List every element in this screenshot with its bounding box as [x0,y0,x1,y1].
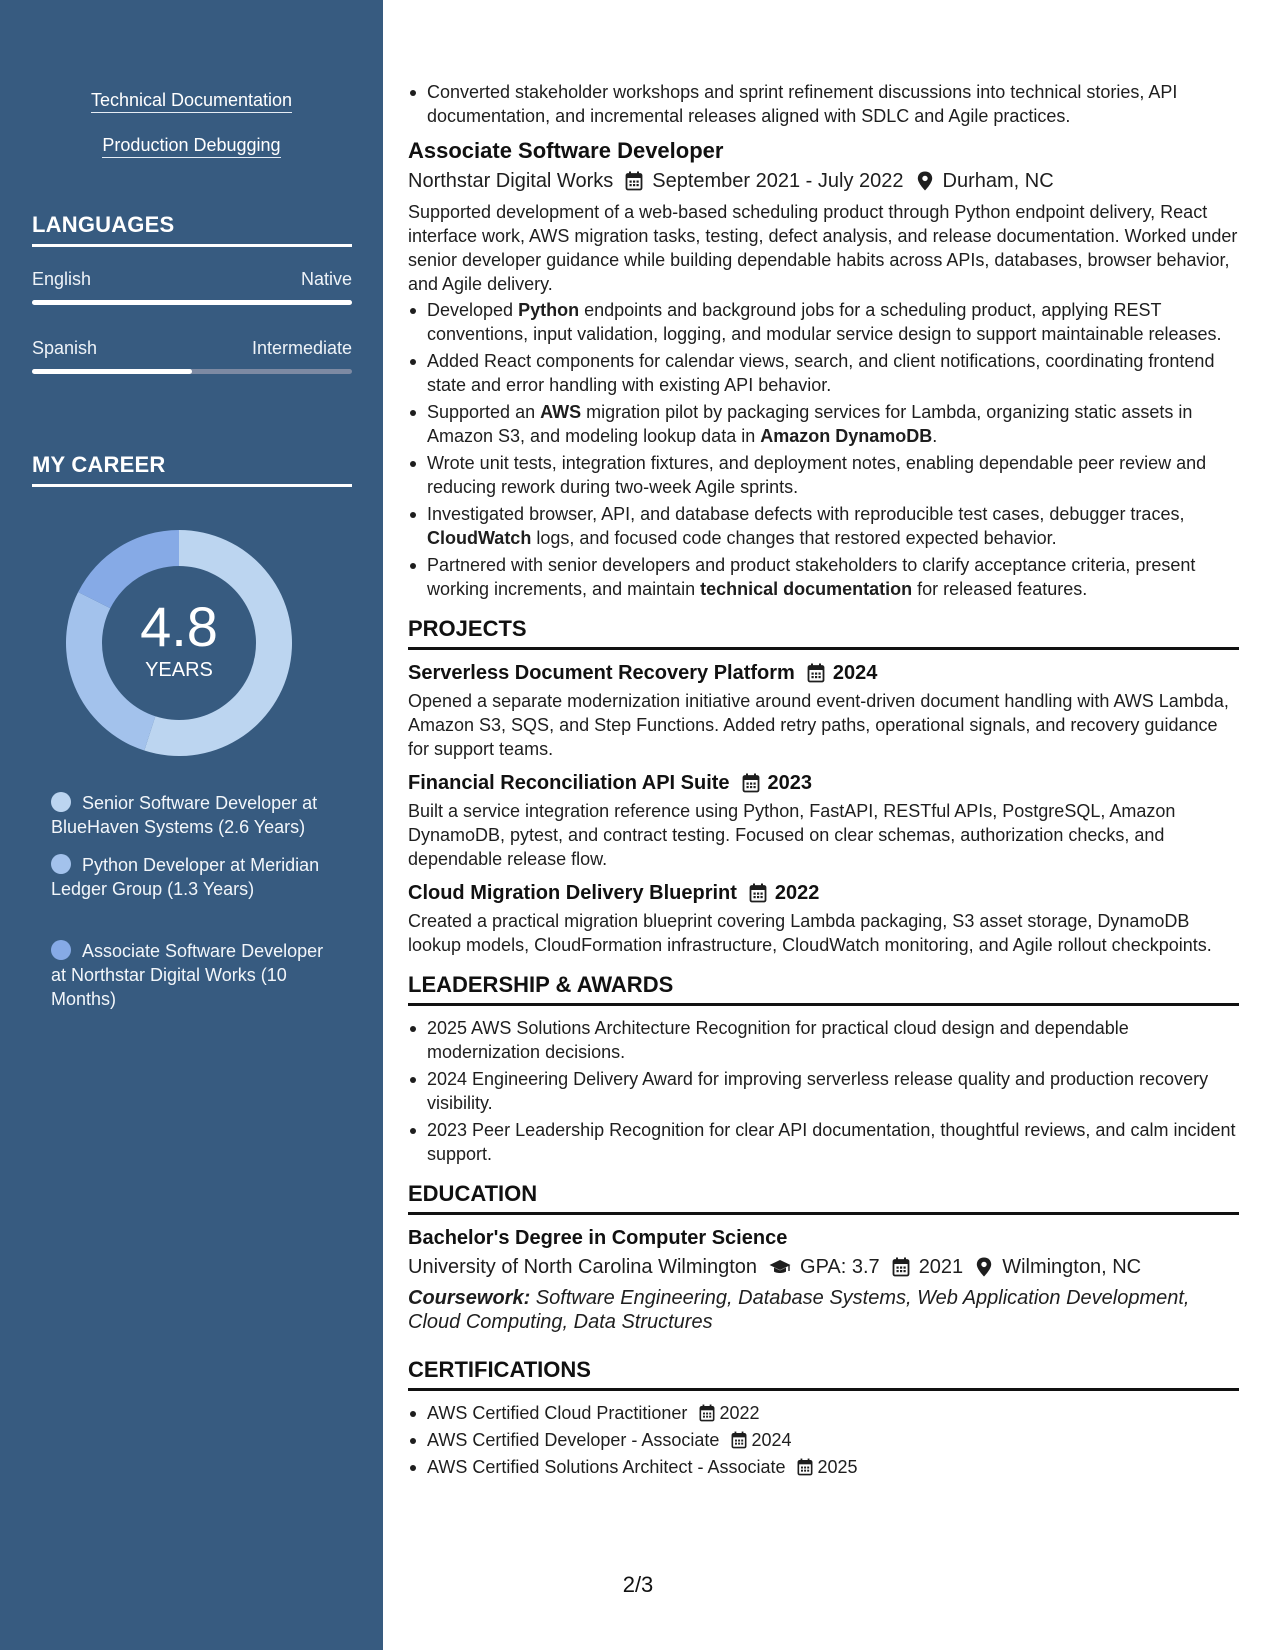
project-item [408,660,1239,761]
language-row [32,336,352,360]
list-item: Partnered with senior developers and product stakeholders to clarify acceptance criteria, present working increments, and maintain technical documentation for released features. [408,553,1239,601]
language-level: Native [300,269,352,289]
project-item [408,880,1239,957]
languages-heading: LANGUAGES [32,212,352,247]
project-description: Created a practical migration blueprint covering Lambda packaging, S3 asset storage, DynamoDB lookup models, CloudFormation infrastructure, CloudWatch monitoring, and Agile rollout checkpoints. [408,911,1212,955]
education-meta [408,1254,1239,1280]
certifications-heading: CERTIFICATIONS [408,1356,1239,1391]
skill-item[interactable]: Production Debugging [0,133,383,157]
list-item: AWS Certified Cloud Practitioner 2022 [408,1401,1239,1425]
calendar-icon [807,663,825,683]
calendar-icon [797,1458,813,1476]
job-dates: September 2021 - July 2022 [652,170,904,192]
calendar-icon [742,773,760,793]
gpa: GPA: 3.7 [800,1256,880,1278]
list-item: Developed Python endpoints and background jobs for a scheduling product, applying REST conventions, input validation, logging, and modular service design to support maintainable releases. [408,298,1239,346]
project-description: Opened a separate modernization initiative around event-driven document handling with AWS Lambda, Amazon S3, SQS, and Step Functions. Added retry paths, operational signals, and recovery guidance for support teams. [408,691,1229,759]
language-row [32,267,352,291]
sidebar [0,0,383,1650]
location-pin-icon [916,171,934,191]
list-item: Added React components for calendar views, search, and client notifications, coordinating frontend state and error handling with existing API behavior. [408,349,1239,397]
page-number: 2/3 [622,1572,654,1597]
career-legend-item: Associate Software Developer at Northstar Digital Works (10 Months) [51,941,324,1009]
career-total-unit: YEARS [145,659,213,681]
language-name: Spanish [32,338,98,358]
project-item [408,770,1239,871]
awards-heading: LEADERSHIP & AWARDS [408,971,1239,1006]
skill-item[interactable]: Technical Documentation [0,88,383,112]
company-name: Northstar Digital Works [408,170,614,192]
coursework: Coursework: Software Engineering, Database Systems, Web Application Development, Cloud Computing, Data Structures [408,1287,1190,1333]
calendar-icon [699,1404,715,1422]
career-heading: MY CAREER [32,452,352,487]
list-item: AWS Certified Developer - Associate 2024 [408,1428,1239,1452]
school-name: University of North Carolina Wilmington [408,1256,758,1278]
language-level: Intermediate [251,338,352,358]
project-name: Serverless Document Recovery Platform [408,662,795,684]
project-year: 2023 [767,772,813,794]
job-meta [408,168,1239,194]
project-year: 2024 [832,662,878,684]
career-total-value: 4.8 [140,595,218,658]
list-item: Converted stakeholder workshops and sprint refinement discussions into technical stories, API documentation, and incremental releases aligned with SDLC and Agile practices. [408,80,1239,128]
list-item: 2024 Engineering Delivery Award for improving serverless release quality and production recovery visibility. [408,1067,1239,1115]
calendar-icon [731,1431,747,1449]
calendar-icon [625,171,643,191]
graduation-cap-icon [769,1257,791,1277]
list-item: 2023 Peer Leadership Recognition for clear API documentation, thoughtful reviews, and calm incident support. [408,1118,1239,1166]
legend-dot-icon [51,854,71,874]
project-name: Financial Reconciliation API Suite [408,772,730,794]
calendar-icon [749,883,767,903]
previous-job-bullets [408,80,1239,128]
projects-heading: PROJECTS [408,615,1239,650]
location-pin-icon [975,1257,993,1277]
career-legend-item: Senior Software Developer at BlueHaven Systems (2.6 Years) [51,793,318,837]
list-item: Investigated browser, API, and database defects with reproducible test cases, debugger traces, CloudWatch logs, and focused code changes that restored expected behavior. [408,502,1239,550]
project-year: 2022 [774,882,820,904]
project-description: Built a service integration reference using Python, FastAPI, RESTful APIs, PostgreSQL, Amazon DynamoDB, pytest, and contract testing. Focused on clear schemas, authorization checks, and dependable release flow. [408,801,1176,869]
legend-dot-icon [51,792,71,812]
awards-list [408,1016,1239,1166]
calendar-icon [892,1257,910,1277]
main-content [408,80,1239,1482]
list-item: Wrote unit tests, integration fixtures, and deployment notes, enabling dependable peer review and reducing rework during two-week Agile sprints. [408,451,1239,499]
job-location: Durham, NC [942,170,1054,192]
language-proficiency-fill [32,300,352,305]
job-title: Associate Software Developer [408,138,724,163]
graduation-year: 2021 [918,1256,964,1278]
school-location: Wilmington, NC [1002,1256,1142,1278]
career-total-label [66,595,292,682]
project-name: Cloud Migration Delivery Blueprint [408,882,737,904]
language-name: English [32,269,92,289]
list-item: Supported an AWS migration pilot by packaging services for Lambda, organizing static assets in Amazon S3, and modeling lookup data in Amazon DynamoDB. [408,400,1239,448]
career-legend-item: Python Developer at Meridian Ledger Group (1.3 Years) [51,855,320,899]
education-heading: EDUCATION [408,1180,1239,1215]
list-item: 2025 AWS Solutions Architecture Recognition for practical cloud design and dependable modernization decisions. [408,1016,1239,1064]
language-proficiency-bar [32,369,352,374]
language-proficiency-bar [32,300,352,305]
legend-dot-icon [51,940,71,960]
list-item: AWS Certified Solutions Architect - Associate 2025 [408,1455,1239,1479]
certifications-list [408,1401,1239,1479]
job-summary: Supported development of a web-based scheduling product through Python endpoint delivery, React interface work, AWS migration tasks, testing, defect analysis, and release documentation. Worked under senior developer guidance while building dependable habits across APIs, databases, browser behavior, and Agile delivery. [408,202,1238,294]
language-proficiency-fill [32,369,192,374]
job-bullets [408,298,1239,601]
degree-title: Bachelor's Degree in Computer Science [408,1227,788,1249]
